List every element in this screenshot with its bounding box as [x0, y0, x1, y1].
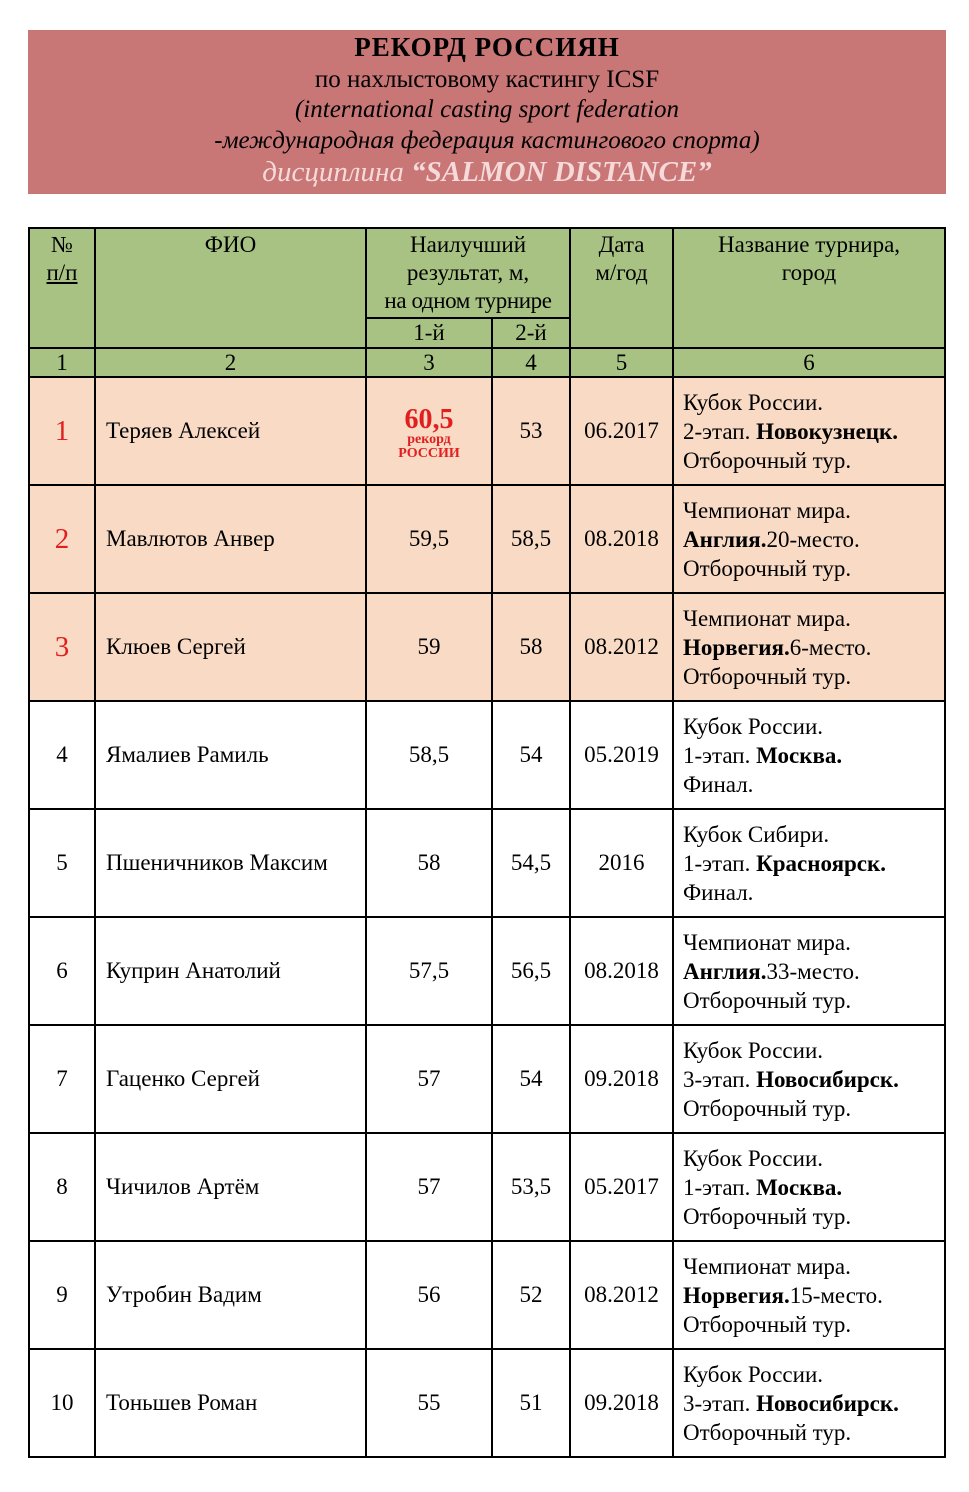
table-row [29, 917, 945, 1025]
athlete-name: Клюев Сергей [95, 593, 366, 701]
tournament-line-1: Кубок России. [683, 1361, 824, 1387]
athlete-name: Тоньшев Роман [95, 1349, 366, 1457]
tournament [673, 701, 945, 809]
col-index: 2 [95, 348, 366, 377]
col-header-date: Дата м/год [570, 228, 673, 348]
tournament-line-3: Финал. [683, 879, 754, 905]
tournament-place: 33-место. [766, 958, 860, 984]
date: 08.2012 [570, 593, 673, 701]
tournament [673, 1133, 945, 1241]
tournament-stage: 1-этап. [683, 742, 757, 768]
tournament-line-1: Чемпионат мира. [683, 605, 851, 631]
best-result: 57 [366, 1133, 492, 1241]
tournament-stage: Англия. [683, 526, 767, 552]
tournament [673, 1349, 945, 1457]
row-number: 10 [29, 1349, 95, 1457]
second-result: 53,5 [492, 1133, 570, 1241]
title-banner [28, 30, 946, 194]
table-row [29, 1133, 945, 1241]
second-result: 54,5 [492, 809, 570, 917]
tournament-line-1: Кубок России. [683, 389, 824, 415]
tournament-stage: Англия. [683, 958, 767, 984]
row-number: 2 [29, 485, 95, 593]
athlete-name: Куприн Анатолий [95, 917, 366, 1025]
tournament-place: Новокузнецк. [756, 418, 899, 444]
second-result: 54 [492, 701, 570, 809]
tournament-line-1: Кубок Сибири. [683, 821, 830, 847]
athlete-name: Утробин Вадим [95, 1241, 366, 1349]
row-number: 3 [29, 593, 95, 701]
date: 08.2012 [570, 1241, 673, 1349]
col-index: 4 [492, 348, 570, 377]
tournament-line-1: Кубок России. [683, 1145, 824, 1171]
tournament-stage: Норвегия. [683, 634, 790, 660]
col-index: 3 [366, 348, 492, 377]
tournament-line-3: Отборочный тур. [683, 987, 852, 1013]
best-result: 56 [366, 1241, 492, 1349]
athlete-name: Теряев Алексей [95, 377, 366, 485]
date: 2016 [570, 809, 673, 917]
table-row [29, 377, 945, 485]
col-index: 1 [29, 348, 95, 377]
discipline-prefix: дисциплина [262, 156, 412, 188]
org-line-2: -международная федерация кастингового спорта) [214, 127, 760, 154]
tournament-line-3: Отборочный тур. [683, 1095, 852, 1121]
best-result: 55 [366, 1349, 492, 1457]
tournament-line-3: Отборочный тур. [683, 1311, 852, 1337]
second-result: 58,5 [492, 485, 570, 593]
col-index: 5 [570, 348, 673, 377]
records-table [28, 227, 946, 1458]
second-result: 56,5 [492, 917, 570, 1025]
page-title: РЕКОРД РОССИЯН [354, 32, 620, 62]
col-header-best: Наилучший результат, м, на одном турнире [366, 228, 570, 318]
date: 09.2018 [570, 1349, 673, 1457]
tournament-place: Красноярск. [756, 850, 887, 876]
row-number: 7 [29, 1025, 95, 1133]
best-result: 58,5 [366, 701, 492, 809]
tournament-line-1: Чемпионат мира. [683, 1253, 851, 1279]
tournament-line-3: Отборочный тур. [683, 555, 852, 581]
tournament-line-3: Отборочный тур. [683, 663, 852, 689]
date: 09.2018 [570, 1025, 673, 1133]
tournament-stage: 1-этап. [683, 1174, 757, 1200]
col-index: 6 [673, 348, 945, 377]
tournament [673, 377, 945, 485]
org-line-1: (international casting sport federation [294, 96, 679, 123]
date: 05.2019 [570, 701, 673, 809]
table-row [29, 485, 945, 593]
col-header-name: ФИО [95, 228, 366, 348]
page-subtitle: по нахлыстовому кастингу ICSF [314, 66, 660, 93]
row-number: 6 [29, 917, 95, 1025]
second-result: 58 [492, 593, 570, 701]
record-note: рекорд [407, 432, 451, 447]
col-header-second: 2-й [492, 318, 570, 348]
tournament-place: 6-место. [789, 634, 872, 660]
tournament-place: 15-место. [789, 1282, 883, 1308]
athlete-name: Гаценко Сергей [95, 1025, 366, 1133]
discipline-line [28, 156, 946, 189]
best-result: 59 [366, 593, 492, 701]
tournament-place: Новосибирск. [756, 1390, 899, 1416]
date: 05.2017 [570, 1133, 673, 1241]
tournament-place: Москва. [756, 742, 843, 768]
tournament [673, 917, 945, 1025]
best-result-cell [366, 377, 492, 485]
col-header-tournament: Название турнира, город [673, 228, 945, 348]
table-row [29, 1025, 945, 1133]
tournament-place: 20-место. [766, 526, 860, 552]
row-number: 1 [29, 377, 95, 485]
table-row [29, 1349, 945, 1457]
tournament-line-1: Чемпионат мира. [683, 929, 851, 955]
athlete-name: Чичилов Артём [95, 1133, 366, 1241]
best-result: 57 [366, 1025, 492, 1133]
table-row [29, 593, 945, 701]
second-result: 54 [492, 1025, 570, 1133]
athlete-name: Пшеничников Максим [95, 809, 366, 917]
best-result: 57,5 [366, 917, 492, 1025]
row-number: 5 [29, 809, 95, 917]
athlete-name: Мавлютов Анвер [95, 485, 366, 593]
tournament-line-3: Отборочный тур. [683, 1203, 852, 1229]
date: 08.2018 [570, 917, 673, 1025]
tournament-line-1: Чемпионат мира. [683, 497, 851, 523]
col-header-num: № п/п [29, 228, 95, 348]
row-number: 8 [29, 1133, 95, 1241]
table-row [29, 809, 945, 917]
tournament [673, 809, 945, 917]
date: 08.2018 [570, 485, 673, 593]
col-header-first: 1-й [366, 318, 492, 348]
second-result: 53 [492, 377, 570, 485]
tournament-stage: 3-этап. [683, 1066, 757, 1092]
tournament [673, 1025, 945, 1133]
tournament-place: Москва. [756, 1174, 843, 1200]
best-result: 58 [366, 809, 492, 917]
athlete-name: Ямалиев Рамиль [95, 701, 366, 809]
tournament-place: Новосибирск. [756, 1066, 899, 1092]
table-row [29, 701, 945, 809]
tournament [673, 485, 945, 593]
row-number: 4 [29, 701, 95, 809]
row-number: 9 [29, 1241, 95, 1349]
tournament-stage: Норвегия. [683, 1282, 790, 1308]
date: 06.2017 [570, 377, 673, 485]
table-row [29, 1241, 945, 1349]
discipline-name: “SALMON DISTANCE” [411, 156, 712, 188]
tournament-line-1: Кубок России. [683, 1037, 824, 1063]
second-result: 51 [492, 1349, 570, 1457]
tournament-stage: 2-этап. [683, 418, 757, 444]
tournament-line-3: Финал. [683, 771, 754, 797]
tournament-line-3: Отборочный тур. [683, 447, 852, 473]
best-result: 60,5 [404, 404, 454, 435]
second-result: 52 [492, 1241, 570, 1349]
tournament [673, 593, 945, 701]
tournament-stage: 1-этап. [683, 850, 757, 876]
tournament-line-1: Кубок России. [683, 713, 824, 739]
best-result: 59,5 [366, 485, 492, 593]
tournament [673, 1241, 945, 1349]
tournament-stage: 3-этап. [683, 1390, 757, 1416]
tournament-line-3: Отборочный тур. [683, 1419, 852, 1445]
record-note: РОССИИ [398, 446, 460, 461]
